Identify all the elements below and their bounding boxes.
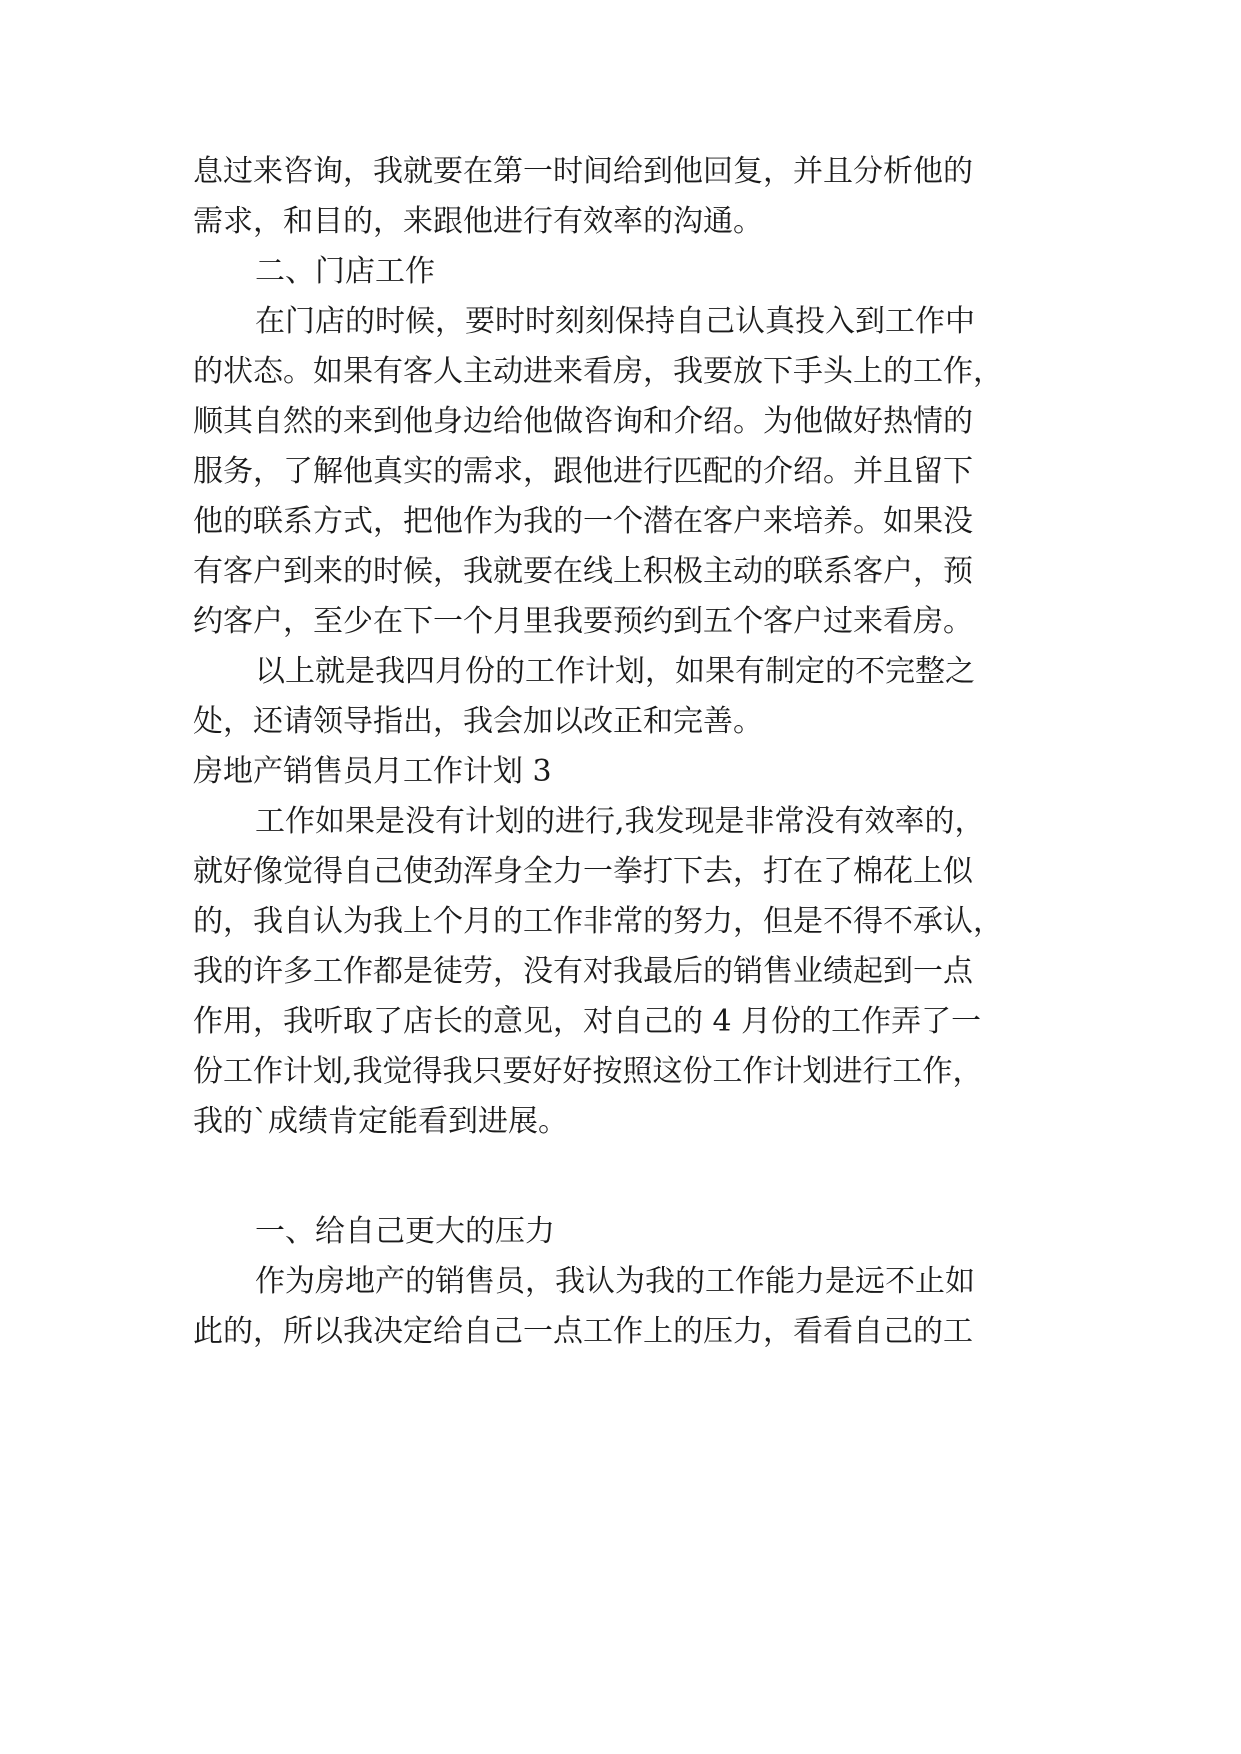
paragraph-line: 有客户到来的时候，我就要在线上积极主动的联系客户，预 xyxy=(193,554,973,589)
paragraph-line: 约客户，至少在下一个月里我要预约到五个客户过来看房。 xyxy=(193,604,973,639)
paragraph-line: 此的，所以我决定给自己一点工作上的压力，看看自己的工 xyxy=(193,1314,973,1349)
paragraph-line: 作用，我听取了店长的意见，对自己的 4 月份的工作弄了一 xyxy=(193,1004,982,1039)
paragraph-line: 我的许多工作都是徒劳，没有对我最后的销售业绩起到一点 xyxy=(193,954,973,989)
section-heading: 一、给自己更大的压力 xyxy=(255,1214,555,1249)
paragraph-line: 处，还请领导指出，我会加以改正和完善。 xyxy=(193,704,763,739)
paragraph-line: 他的联系方式，把他作为我的一个潜在客户来培养。如果没 xyxy=(193,504,973,539)
section-heading: 二、门店工作 xyxy=(255,254,435,289)
paragraph-line: 的，我自认为我上个月的工作非常的努力，但是不得不承认， xyxy=(193,904,1003,939)
paragraph-line: 份工作计划,我觉得我只要好好按照这份工作计划进行工作， xyxy=(193,1054,983,1089)
paragraph-line: 我的`成绩肯定能看到进展。 xyxy=(193,1104,568,1139)
paragraph-line: 服务，了解他真实的需求，跟他进行匹配的介绍。并且留下 xyxy=(193,454,973,489)
paragraph-line: 就好像觉得自己使劲浑身全力一拳打下去，打在了棉花上似 xyxy=(193,854,973,889)
paragraph-line: 在门店的时候，要时时刻刻保持自己认真投入到工作中 xyxy=(255,304,975,339)
document-subtitle: 房地产销售员月工作计划 3 xyxy=(193,754,552,789)
paragraph-line: 顺其自然的来到他身边给他做咨询和介绍。为他做好热情的 xyxy=(193,404,973,439)
paragraph-line: 作为房地产的销售员，我认为我的工作能力是远不止如 xyxy=(255,1264,975,1299)
paragraph-line: 息过来咨询，我就要在第一时间给到他回复，并且分析他的 xyxy=(193,154,973,189)
paragraph-line: 工作如果是没有计划的进行,我发现是非常没有效率的， xyxy=(255,804,985,839)
paragraph-line: 以上就是我四月份的工作计划，如果有制定的不完整之 xyxy=(255,654,975,689)
paragraph-line: 的状态。如果有客人主动进来看房，我要放下手头上的工作， xyxy=(193,354,1003,389)
paragraph-line: 需求，和目的，来跟他进行有效率的沟通。 xyxy=(193,204,763,239)
